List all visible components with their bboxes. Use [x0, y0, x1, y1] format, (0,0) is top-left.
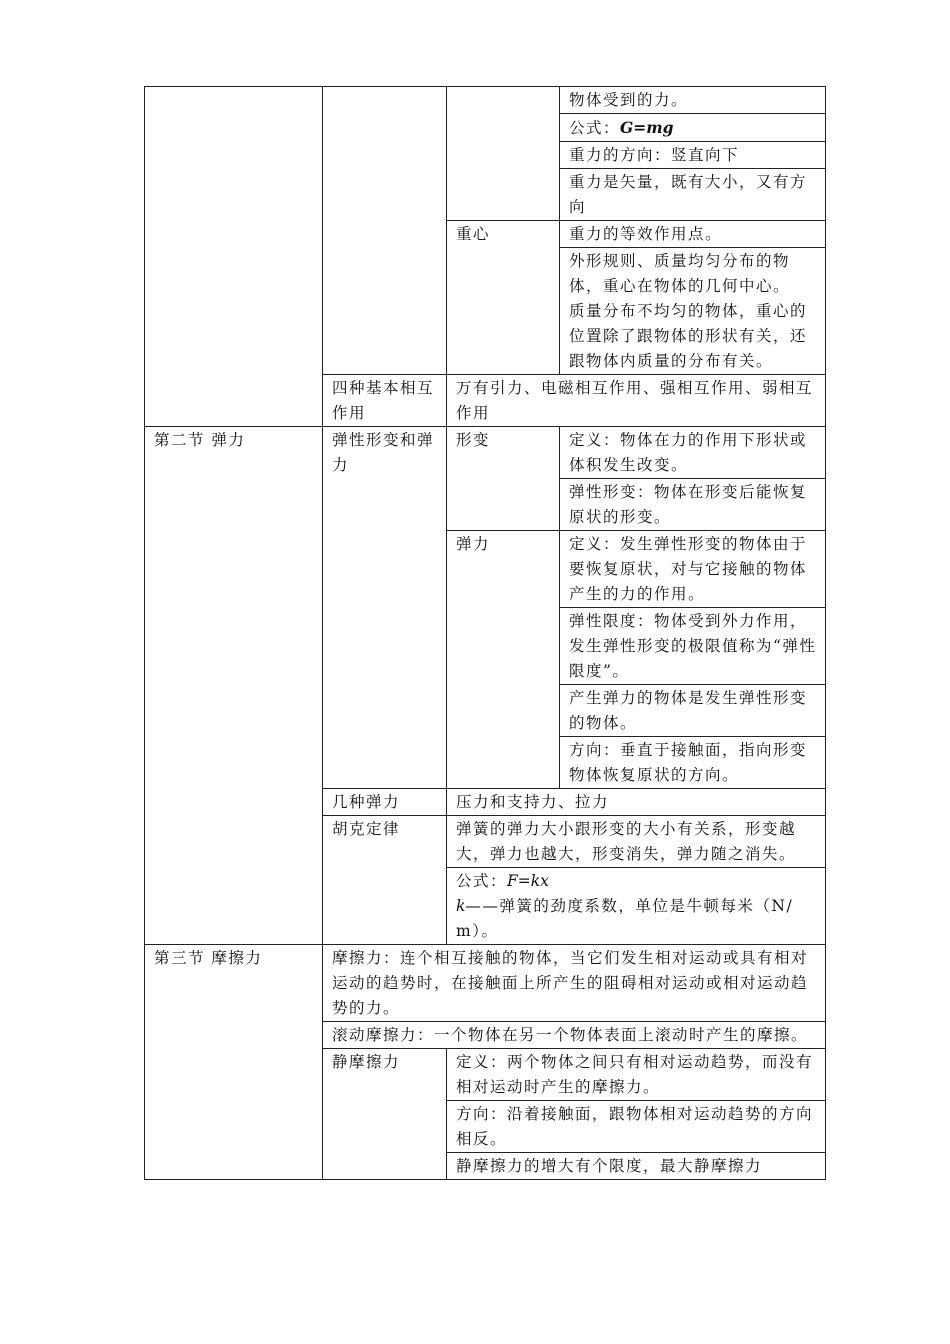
cell-detail: 万有引力、电磁相互作用、强相互作用、弱相互作用 [447, 375, 826, 427]
table-row [145, 945, 826, 1022]
symbol-definition: ——弹簧的劲度系数，单位是牛顿每米（N/m）。 [456, 897, 794, 940]
cell-topic [323, 87, 447, 375]
cell-topic: 静摩擦力 [323, 1049, 447, 1180]
cell-detail: 定义：发生弹性形变的物体由于要恢复原状，对与它接触的物体产生的力的作用。 [560, 531, 826, 608]
cell-subtopic: 弹力 [447, 531, 560, 789]
cell-detail: 弹性限度：物体受到外力作用，发生弹性形变的极限值称为“弹性限度”。 [560, 608, 826, 685]
cell-detail: 静摩擦力的增大有个限度，最大静摩擦力 [447, 1153, 826, 1180]
cell-topic: 几种弹力 [323, 789, 447, 816]
table-row [145, 427, 826, 479]
cell-detail: 压力和支持力、拉力 [447, 789, 826, 816]
cell-topic: 胡克定律 [323, 816, 447, 945]
cell-topic: 弹性形变和弹力 [323, 427, 447, 789]
cell-detail: 弹性形变：物体在形变后能恢复原状的形变。 [560, 479, 826, 531]
cell-section [145, 87, 323, 427]
table-row [145, 87, 826, 114]
cell-subtopic: 形变 [447, 427, 560, 531]
cell-detail: 摩擦力：连个相互接触的物体，当它们发生相对运动或具有相对运动的趋势时，在接触面上所产生的阻碍相对运动或相对运动趋势的力。 [323, 945, 826, 1022]
cell-detail: 方向：垂直于接触面，指向形变物体恢复原状的方向。 [560, 737, 826, 789]
cell-detail: 物体受到的力。 [560, 87, 826, 114]
cell-detail: 滚动摩擦力：一个物体在另一个物体表面上滚动时产生的摩擦。 [323, 1022, 826, 1049]
cell-detail: 重力是矢量，既有大小，又有方向 [560, 169, 826, 221]
symbol-k: k [456, 897, 466, 915]
cell-subtopic [447, 87, 560, 221]
formula-label: 公式： [456, 872, 508, 890]
cell-detail: 定义：物体在力的作用下形状或体积发生改变。 [560, 427, 826, 479]
cell-detail: 方向：沿着接触面，跟物体相对运动趋势的方向相反。 [447, 1101, 826, 1153]
cell-detail: 重力的等效作用点。 [560, 221, 826, 248]
cell-detail [447, 868, 826, 945]
cell-detail: 定义：两个物体之间只有相对运动趋势，而没有相对运动时产生的摩擦力。 [447, 1049, 826, 1101]
paragraph: 质量分布不均匀的物体，重心的位置除了跟物体的形状有关，还跟物体内质量的分布有关。 [569, 302, 808, 370]
cell-detail: 弹簧的弹力大小跟形变的大小有关系，形变越大，弹力也越大，形变消失，弹力随之消失。 [447, 816, 826, 868]
cell-detail [560, 248, 826, 375]
cell-subtopic: 重心 [447, 221, 560, 375]
cell-section: 第二节 弹力 [145, 427, 323, 945]
formula-label: 公式： [569, 119, 621, 137]
cell-topic: 四种基本相互作用 [323, 375, 447, 427]
cell-detail: 重力的方向：竖直向下 [560, 142, 826, 169]
cell-detail: 产生弹力的物体是发生弹性形变的物体。 [560, 685, 826, 737]
formula: F=kx [507, 872, 549, 890]
knowledge-table [144, 86, 826, 1180]
cell-detail [560, 114, 826, 142]
formula: G=mg [620, 118, 674, 137]
document-page [144, 86, 826, 1180]
paragraph: 外形规则、质量均匀分布的物体，重心在物体的几何中心。 [569, 252, 791, 295]
cell-section: 第三节 摩擦力 [145, 945, 323, 1180]
